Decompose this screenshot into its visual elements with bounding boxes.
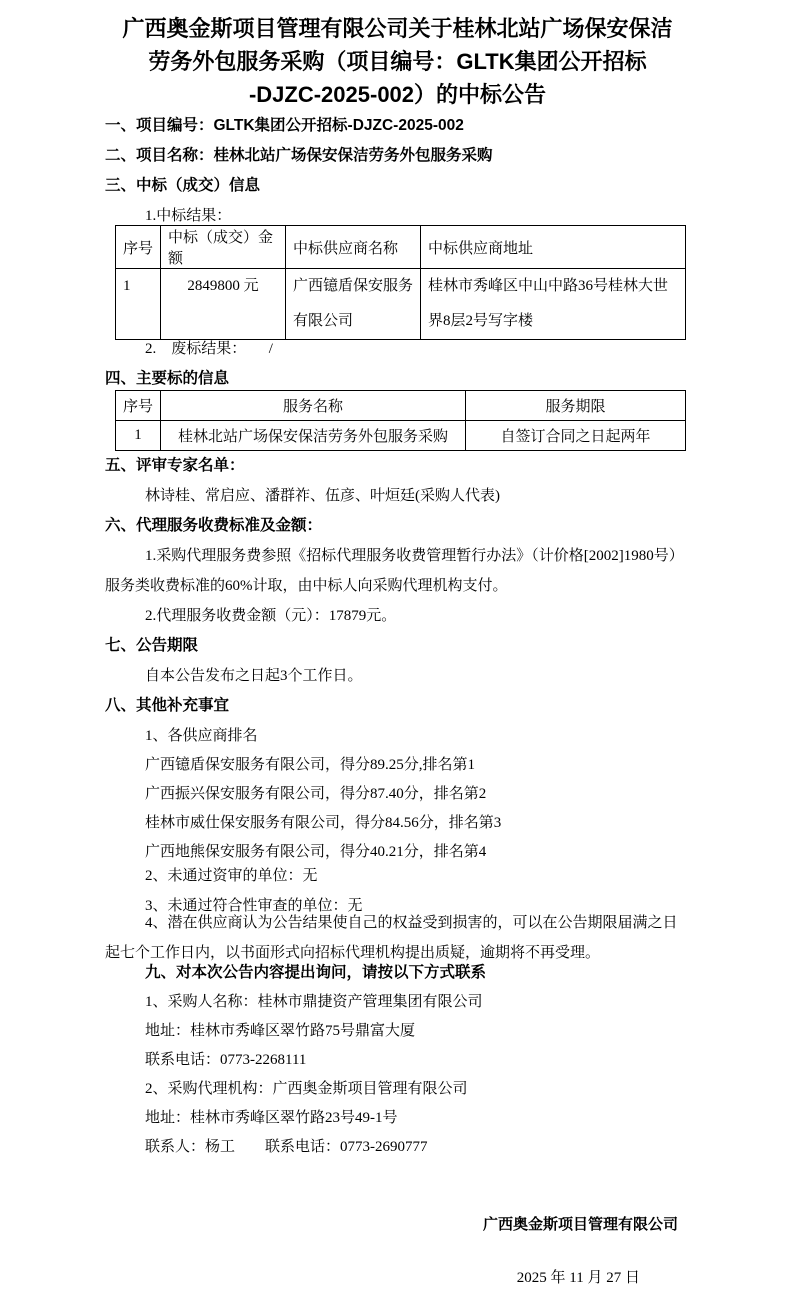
title-line-2: 劳务外包服务采购（项目编号：GLTK集团公开招标 <box>148 49 647 74</box>
agency-fee-standard-text: 1.采购代理服务费参照《招标代理服务收费管理暂行办法》（计价格[2002]1980号）服务类收费标准的60%计取，由中标人向采购代理机构支付。 <box>105 548 684 594</box>
ranking-line-3: 桂林市威仕保安服务有限公司，得分84.56分，排名第3 <box>145 815 502 831</box>
section9-contact-heading: 九、对本次公告内容提出询问，请按以下方式联系 <box>145 964 487 981</box>
supplier-ranking-label: 1、各供应商排名 <box>145 728 258 744</box>
award-result-table <box>115 225 686 340</box>
award-cell-supplier: 广西镱盾保安服务有限公司 <box>286 269 421 340</box>
subject-header-service-name: 服务名称 <box>161 391 466 421</box>
announcement-period-text: 自本公告发布之日起3个工作日。 <box>145 668 363 684</box>
agency-name-line: 2、采购代理机构：广西奥金斯项目管理有限公司 <box>145 1081 468 1097</box>
experts-list: 林诗桂、常启应、潘群祚、伍彦、叶烜廷(采购人代表) <box>145 488 500 504</box>
award-cell-no: 1 <box>116 269 161 340</box>
award-table-header-row <box>116 226 686 269</box>
subject-cell-service-term: 自签订合同之日起两年 <box>466 421 686 451</box>
award-result-label: 1.中标结果： <box>145 208 232 224</box>
award-header-address: 中标供应商地址 <box>421 226 686 269</box>
section8-other-matters-heading: 八、其他补充事宜 <box>105 697 230 714</box>
signature-date: 2025 年 11 月 27 日 <box>516 1270 640 1286</box>
subject-table-row <box>116 421 686 451</box>
subject-cell-no: 1 <box>116 421 161 451</box>
award-header-no: 序号 <box>116 226 161 269</box>
signature-company-name: 广西奥金斯项目管理有限公司 <box>482 1216 678 1233</box>
section1-project-number-heading: 一、项目编号：GLTK集团公开招标-DJZC-2025-002 <box>105 117 464 134</box>
section6-agency-fee-heading: 六、代理服务收费标准及金额： <box>105 517 323 534</box>
subject-header-service-term: 服务期限 <box>466 391 686 421</box>
purchaser-name-line: 1、采购人名称：桂林市鼎捷资产管理集团有限公司 <box>145 994 483 1010</box>
award-cell-amount: 2849800 元 <box>161 269 286 340</box>
subject-header-no: 序号 <box>116 391 161 421</box>
unqualified-conformity-text: 3、未通过符合性审查的单位：无 <box>145 898 363 914</box>
purchaser-address-line: 地址：桂林市秀峰区翠竹路75号鼎富大厦 <box>145 1023 416 1039</box>
subject-info-table <box>115 390 686 451</box>
section5-experts-heading: 五、评审专家名单： <box>105 457 245 474</box>
purchaser-phone-line: 联系电话：0773-2268111 <box>145 1052 307 1068</box>
unqualified-prequalification-text: 2、未通过资审的单位：无 <box>145 868 318 884</box>
title-line-1: 广西奥金斯项目管理有限公司关于桂林北站广场保安保洁 <box>122 16 673 41</box>
agency-fee-amount-text: 2.代理服务收费金额（元）：17879元。 <box>145 608 397 624</box>
subject-cell-service-name: 桂林北站广场保安保洁劳务外包服务采购 <box>161 421 466 451</box>
section2-project-name-heading: 二、项目名称：桂林北站广场保安保洁劳务外包服务采购 <box>105 147 493 164</box>
section4-subject-info-heading: 四、主要标的信息 <box>105 370 230 387</box>
award-header-amount: 中标（成交）金额 <box>161 226 286 269</box>
award-cell-address: 桂林市秀峰区中山中路36号桂林大世界8层2号写字楼 <box>421 269 686 340</box>
ranking-line-1: 广西镱盾保安服务有限公司，得分89.25分,排名第1 <box>145 757 476 773</box>
section3-award-info-heading: 三、中标（成交）信息 <box>105 177 261 194</box>
objection-procedure-text: 4、潜在供应商认为公告结果使自己的权益受到损害的，可以在公告期限届满之日起七个工作日内，以书面形式向招标代理机构提出质疑，逾期将不再受理。 <box>105 915 678 961</box>
agency-contact-line: 联系人：杨工 联系电话：0773-2690777 <box>145 1139 428 1155</box>
title-line-3: -DJZC-2025-002）的中标公告 <box>248 82 547 107</box>
invalid-bid-result-label: 2. 废标结果： / <box>145 341 273 357</box>
subject-table-header-row <box>116 391 686 421</box>
agency-address-line: 地址：桂林市秀峰区翠竹路23号49-1号 <box>145 1110 398 1126</box>
document-title <box>105 12 690 111</box>
ranking-line-2: 广西振兴保安服务有限公司，得分87.40分，排名第2 <box>145 786 487 802</box>
award-header-supplier: 中标供应商名称 <box>286 226 421 269</box>
award-table-row <box>116 269 686 340</box>
ranking-line-4: 广西地熊保安服务有限公司，得分40.21分，排名第4 <box>145 844 487 860</box>
section7-announcement-period-heading: 七、公告期限 <box>105 637 199 654</box>
